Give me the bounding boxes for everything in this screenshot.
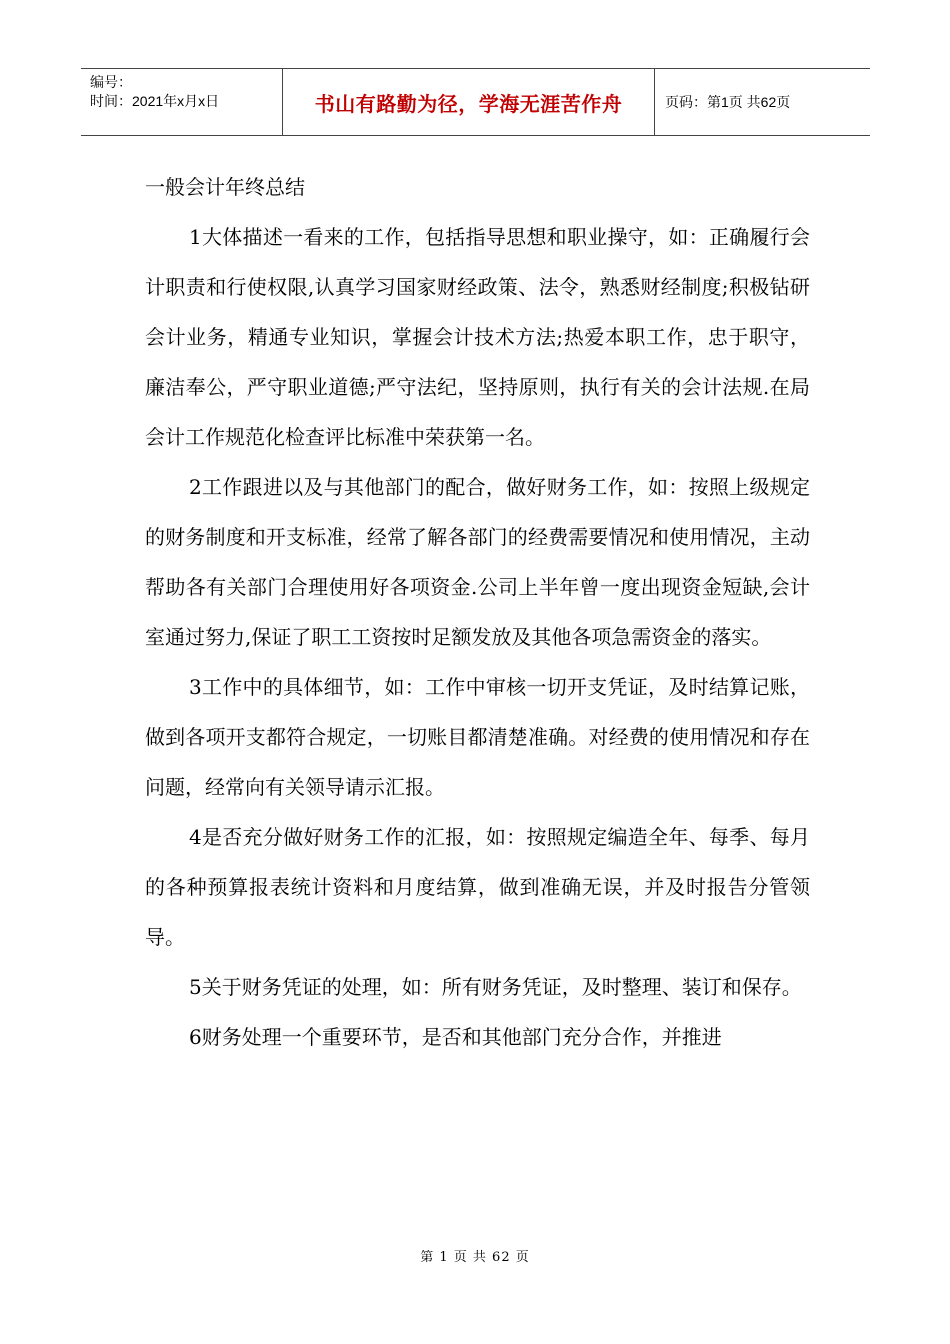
document-date: 时间：2021年x月x日 [90,93,220,109]
header-page-info: 页码：第1页 共62页 [665,94,791,110]
header-motto-cell [282,69,655,135]
page-footer: 第 1 页 共 62 页 [420,1250,530,1265]
paragraph-1: 1大体描述一看来的工作，包括指导思想和职业操守，如：正确履行会计职责和行使权限,认真学习国家财经政策、法令，熟悉财经制度;积极钻研会计业务，精通专业知识，掌握会计技术方法;热爱本职工作，忠于职守，廉洁奉公，严守职业道德;严守法纪，坚持原则，执行有关的会计法规.在局会计工作规范化检查评比标准中荣获第一名。 [145,225,810,449]
document-body [145,162,810,1062]
document-header [81,68,870,136]
header-page-cell [655,69,870,135]
paragraph-3: 3工作中的具体细节，如：工作中审核一切开支凭证，及时结算记账，做到各项开支都符合规定，一切账目都清楚准确。对经费的使用情况和存在问题，经常向有关领导请示汇报。 [145,675,810,799]
paragraph-4: 4是否充分做好财务工作的汇报，如：按照规定编造全年、每季、每月的各种预算报表统计资料和月度结算，做到准确无误，并及时报告分管领导。 [145,825,810,949]
paragraph-5: 5关于财务凭证的处理，如：所有财务凭证，及时整理、装订和保存。 [189,975,802,999]
paragraph-6: 6财务处理一个重要环节，是否和其他部门充分合作，并推进 [189,1025,722,1049]
paragraph-2: 2工作跟进以及与其他部门的配合，做好财务工作，如：按照上级规定的财务制度和开支标准，经常了解各部门的经费需要情况和使用情况，主动帮助各有关部门合理使用好各项资金.公司上半年曾一度出现资金短缺,会计室通过努力,保证了职工工资按时足额发放及其他各项急需资金的落实。 [145,475,810,649]
header-meta-cell [81,69,282,135]
document-number-label: 编号： [90,74,132,90]
document-title: 一般会计年终总结 [145,175,305,199]
header-motto: 书山有路勤为径，学海无涯苦作舟 [314,91,623,116]
